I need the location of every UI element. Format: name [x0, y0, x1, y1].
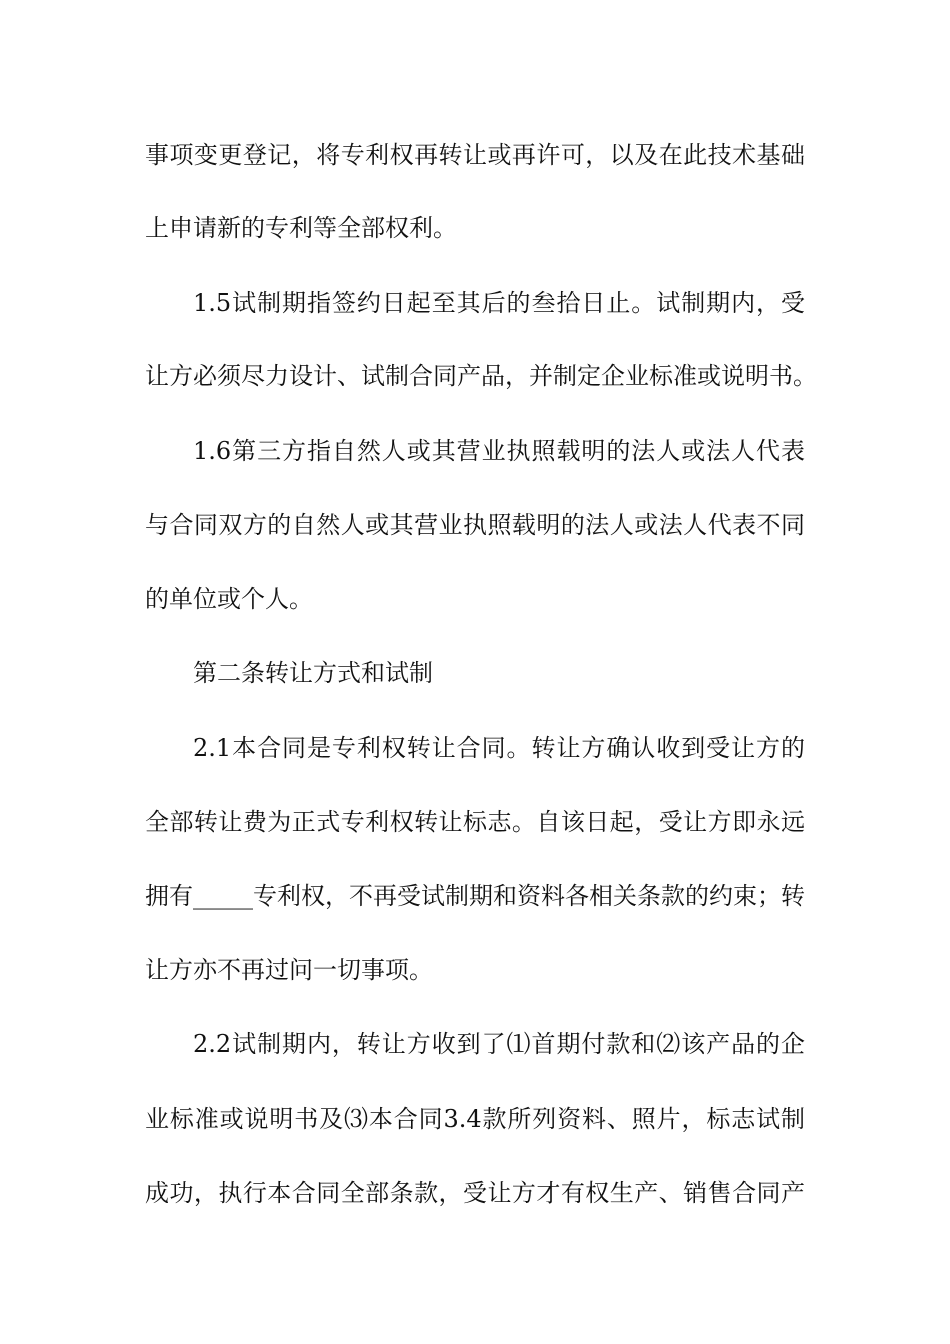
paragraph-line: 上申请新的专利等全部权利。 [145, 214, 457, 242]
paragraph-line: 1.5试制期指签约日起至其后的叁拾日止。试制期内，受 [193, 289, 805, 317]
paragraph-line: 事项变更登记，将专利权再转让或再许可，以及在此技术基础 [145, 141, 805, 169]
paragraph-line: 与合同双方的自然人或其营业执照载明的法人或法人代表不同 [145, 511, 805, 539]
paragraph-line: 全部转让费为正式专利权转让标志。自该日起，受让方即永远 [145, 808, 805, 836]
paragraph-line: 成功，执行本合同全部条款，受让方才有权生产、销售合同产 [145, 1179, 805, 1207]
paragraph-line: 让方亦不再过问一切事项。 [145, 956, 433, 984]
paragraph-line: 2.2试制期内，转让方收到了⑴首期付款和⑵该产品的企 [193, 1030, 805, 1058]
paragraph-line: 2.1本合同是专利权转让合同。转让方确认收到受让方的 [193, 734, 805, 762]
paragraph-line: 让方必须尽力设计、试制合同产品，并制定企业标准或说明书。 [145, 362, 817, 390]
paragraph-line: 拥有_____专利权，不再受试制期和资料各相关条款的约束；转 [145, 882, 805, 910]
section-heading: 第二条转让方式和试制 [193, 659, 433, 687]
paragraph-line: 业标准或说明书及⑶本合同3.4款所列资料、照片，标志试制 [145, 1105, 805, 1133]
paragraph-line: 1.6第三方指自然人或其营业执照载明的法人或法人代表 [193, 437, 805, 465]
paragraph-line: 的单位或个人。 [145, 585, 313, 613]
